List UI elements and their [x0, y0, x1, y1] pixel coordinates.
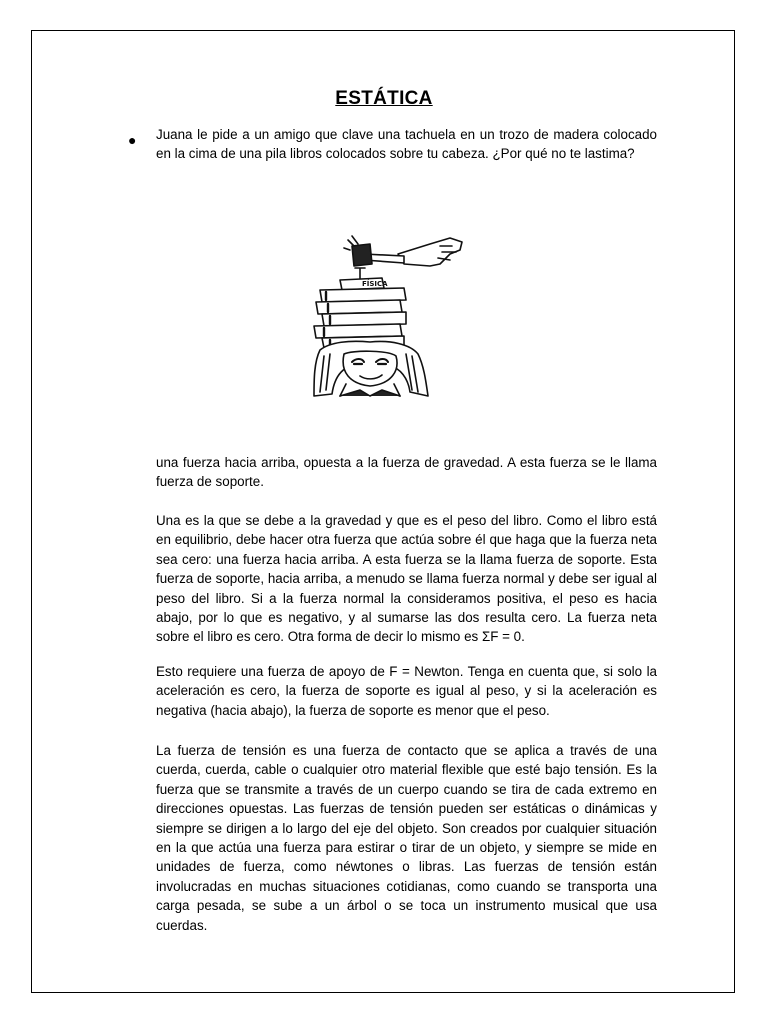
paragraph-2-text: Una es la que se debe a la gravedad y que es el peso del libro. Como el libro está en equilibrio, debe hacer otra fuerza que actúa sobre él que haga que la fuerza neta sea cero: una fuerza hacia arriba. A esta fuerza se la llama fuerza de soporte. Esta fuerza de soporte, hacia arriba, a menudo se llama fuerza normal y debe ser igual al peso del libro. Si a la fuerza normal la consideramos positiva, el peso es hacia abajo, por lo que es negativo, y al sumarse las dos resulta cero. La fuerza neta sobre el libro es cero. Otra forma de decir lo mismo es ΣF = 0.: [156, 513, 657, 645]
wood-label: FÍSICA: [362, 280, 388, 288]
paragraph-3-text: Esto requiere una fuerza de apoyo de F = Newton. Tenga en cuenta que, si solo la aceleración es cero, la fuerza de soporte es igual al peso, y si la aceleración es negativa (hacia abajo), la fuerza de soporte es menor que el peso.: [156, 664, 657, 718]
paragraph-4-text: La fuerza de tensión es una fuerza de contacto que se aplica a través de una cuerda, cuerda, cable o cualquier otro material flexible que esté bajo tensión. Es la fuerza que se transmite a través de un cuerpo cuando se tira de cada extremo en direcciones opuestas. Las fuerzas de tensión pueden ser estáticas o dinámicas y siempre se dirigen a lo largo del eje del objeto. Son creados por cualquier situación en la que actúa una fuerza para estirar o tirar de un objeto, y siempre se mide en unidades de fuerza, como néwtones o libras. Las fuerzas de tensión están involucradas en muchas situaciones cotidianas, como cuando se transporta una carga pesada, se sube a un árbol o se toca un instrumento musical que usa cuerdas.: [156, 743, 657, 933]
document-title: ESTÁTICA: [335, 88, 433, 109]
question-paragraph: Juana le pide a un amigo que clave una tachuela en un trozo de madera colocado en la cima de una pila libros colocados sobre tu cabeza. ¿Por qué no te lastima?: [156, 127, 657, 162]
paragraph-2: [156, 511, 657, 647]
paragraph-3: [156, 662, 657, 720]
books-on-head-illustration: [300, 232, 466, 397]
paragraph-1-text: una fuerza hacia arriba, opuesta a la fuerza de gravedad. A esta fuerza se le llama fuerza de soporte.: [156, 455, 657, 490]
bullet-icon: ●: [128, 132, 137, 148]
question-text: [156, 125, 657, 164]
paragraph-1: [156, 453, 657, 492]
paragraph-4: [156, 741, 657, 935]
